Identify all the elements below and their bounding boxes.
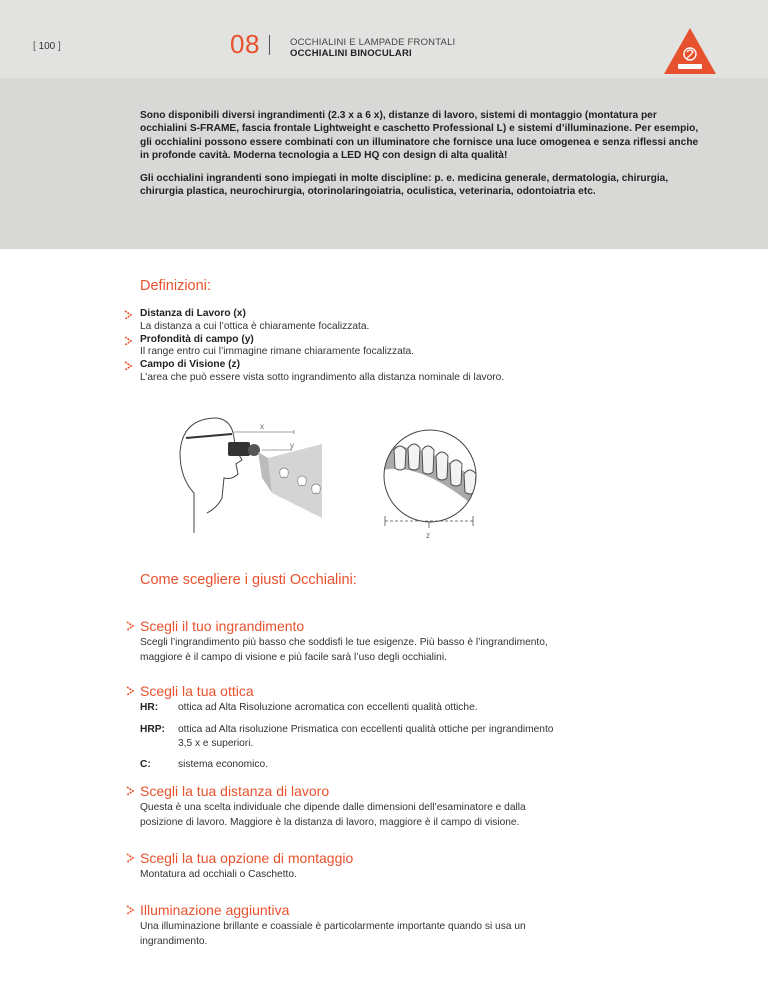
arrow-bullet-icon (126, 853, 136, 863)
intro-text (0, 78, 768, 249)
definition-desc: La distanza a cui l’ottica è chiaramente focalizzata. (140, 320, 370, 332)
step-text: Una illuminazione brillante e coassiale è particolarmente importante quando si usa un ingrandimento. (140, 921, 526, 947)
option-key: C: (140, 759, 151, 771)
chapter-number: 08 (230, 29, 260, 59)
step-text: Montatura ad occhiali o Caschetto. (140, 869, 297, 880)
step-title (126, 683, 726, 699)
step-optics (126, 683, 726, 772)
definitions-heading: Definizioni: (140, 278, 211, 294)
optic-option-hr (140, 701, 726, 715)
brand-logo-icon (664, 28, 716, 74)
optic-option-c (140, 758, 726, 772)
arrow-bullet-icon (124, 336, 134, 346)
step-title-text: Illuminazione aggiuntiva (140, 902, 290, 918)
step-illumination (126, 902, 726, 949)
step-title-text: Scegli la tua opzione di montaggio (140, 850, 354, 866)
arrow-bullet-icon (124, 310, 134, 320)
option-value: sistema economico. (178, 759, 269, 771)
arrow-bullet-icon (126, 621, 136, 631)
step-title-text: Scegli la tua distanza di lavoro (140, 783, 330, 799)
definition-item (124, 359, 724, 372)
arrow-bullet-icon (126, 786, 136, 796)
page-number (33, 41, 61, 52)
step-working-distance (126, 783, 726, 830)
label-y: y (290, 441, 294, 450)
step-title (126, 618, 726, 634)
step-title (126, 850, 726, 866)
option-key: HR: (140, 702, 159, 713)
definition-desc: L’area che può essere vista sotto ingrandimento alla distanza nominale di lavoro. (140, 371, 505, 383)
arrow-bullet-icon (124, 361, 134, 371)
step-magnification (126, 618, 726, 665)
step-title (126, 902, 726, 918)
field-width-marker (384, 512, 474, 542)
option-value: ottica ad Alta Risoluzione acromatica con eccellenti qualità ottiche. (178, 702, 478, 713)
step-text: Scegli l’ingrandimento più basso che soddisfi le tue esigenze. Più basso è l’ingrandimento, maggiore è il campo di visione e più facile sarà l’uso degli occhialini. (140, 637, 548, 663)
step-mounting (126, 850, 726, 883)
definition-item (124, 308, 724, 321)
step-text: Questa è una scelta individuale che dipende dalle dimensioni dell’esaminatore e dalla posizione di lavoro. Maggiore è la distanza di lavoro, maggiore è il campo di visione. (140, 802, 526, 828)
loupe-user-illustration (172, 408, 337, 533)
definition-term: Campo di Visione (z) (140, 359, 240, 371)
label-z: z (426, 531, 430, 540)
arrow-bullet-icon (126, 686, 136, 696)
definition-term: Distanza di Lavoro (x) (140, 308, 246, 319)
intro-paragraph-2: Gli occhialini ingrandenti sono impiegati in molte discipline: p. e. medicina generale, dermatologia, chirurgia, chirurgia plastica, neurochirurgia, otorinolaringoiatria, oculistica, veterinaria, odontoiatria etc. (140, 173, 669, 198)
step-title (126, 783, 726, 799)
step-title-text: Scegli il tuo ingrandimento (140, 618, 305, 634)
chapter-divider (269, 35, 270, 55)
option-value: ottica ad Alta risoluzione Prismatica con eccellenti qualità ottiche per ingrandimento 3,5 x e superiori. (178, 723, 554, 749)
chapter-subtitle: OCCHIALINI BINOCULARI (290, 48, 412, 59)
arrow-bullet-icon (126, 905, 136, 915)
option-key: HRP: (140, 723, 165, 735)
definition-item (124, 334, 724, 347)
definition-desc: Il range entro cui l’immagine rimane chiaramente focalizzata. (140, 346, 415, 358)
page-number-prefix: [ (33, 41, 36, 52)
chapter-title: OCCHIALINI E LAMPADE FRONTALI (290, 37, 456, 48)
step-title-text: Scegli la tua ottica (140, 683, 254, 699)
page-number-suffix: ] (58, 41, 61, 52)
optic-option-hrp (140, 723, 726, 751)
label-x: x (260, 422, 264, 431)
definitions-list (124, 308, 724, 385)
page-number-value: 100 (38, 41, 56, 52)
definition-term: Profondità di campo (y) (140, 333, 254, 345)
page-header (0, 0, 768, 78)
intro-paragraph-1: Sono disponibili diversi ingrandimenti (2.3 x a 6 x), distanze di lavoro, sistemi di montaggio (montatura per occhialini S-FRAME, fascia frontale Lightweight e caschetto Professional L) e sistemi d’illuminazione. Per esempio, gli occhialini possono essere combinati con un illuminatore che fornisce una luce omogenea e senza riflessi anche in profonde cavità. Moderna tecnologia a LED HQ con design di alta qualità! (140, 110, 699, 162)
choose-heading: Come scegliere i giusti Occhialini: (140, 572, 357, 588)
